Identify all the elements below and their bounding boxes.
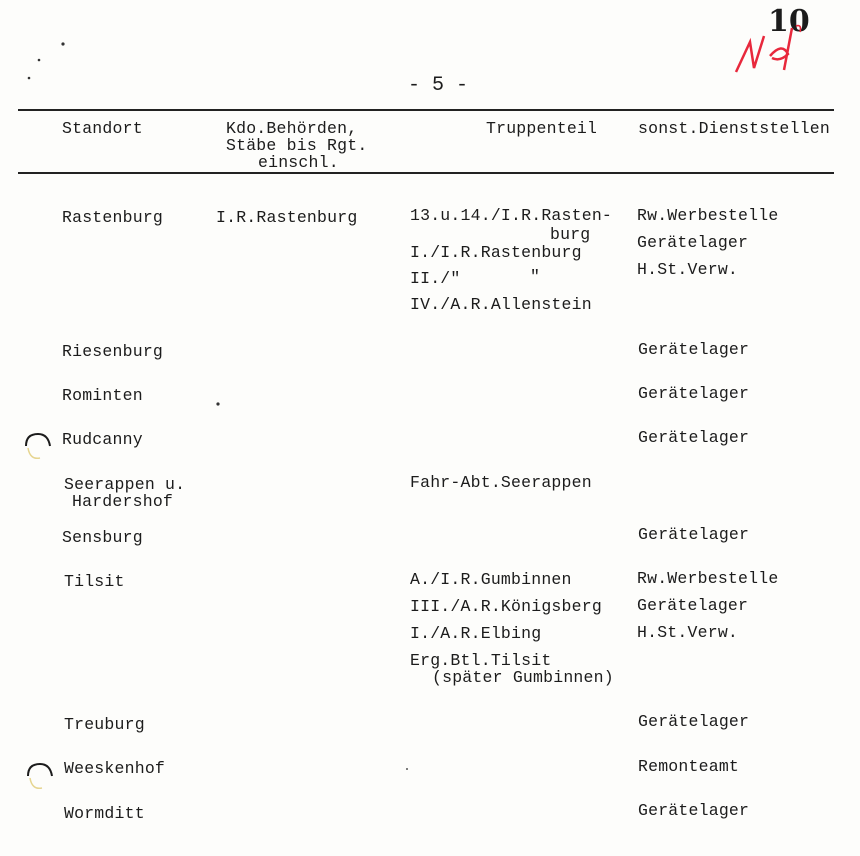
header-sonst-dienststellen: sonst.Dienststellen (638, 119, 830, 138)
row-sonst: Gerätelager (637, 233, 749, 252)
red-handwritten-mark (730, 22, 810, 80)
row-standort: Seerappen u. (64, 475, 186, 494)
row-standort: Treuburg (64, 715, 145, 734)
row-truppenteil: (später Gumbinnen) (432, 668, 614, 687)
paper-speck (404, 766, 410, 772)
row-standort: Wormditt (64, 804, 145, 823)
row-standort: Hardershof (72, 492, 174, 511)
row-sonst: Gerätelager (638, 428, 750, 447)
header-bottom-rule (18, 172, 834, 174)
row-sonst: Gerätelager (638, 712, 750, 731)
row-sonst: Rw.Werbestelle (637, 206, 779, 225)
punch-hole-mark (20, 426, 54, 466)
punch-hole-mark (22, 756, 56, 796)
row-standort: Weeskenhof (64, 759, 166, 778)
row-standort: Rudcanny (62, 430, 143, 449)
header-kdo-line1: Kdo.Behörden, (226, 119, 358, 138)
row-truppenteil: Fahr-Abt.Seerappen (410, 473, 592, 492)
row-truppenteil: burg (550, 225, 591, 244)
row-standort: Rastenburg (62, 208, 164, 227)
header-truppenteil: Truppenteil (486, 119, 598, 138)
header-kdo-line2: Stäbe bis Rgt. (226, 136, 368, 155)
row-sonst: H.St.Verw. (637, 260, 739, 279)
row-kdo: I.R.Rastenburg (216, 208, 358, 227)
row-standort: Tilsit (64, 572, 125, 591)
row-sonst: Gerätelager (638, 340, 750, 359)
row-standort: Sensburg (62, 528, 143, 547)
row-sonst: Rw.Werbestelle (637, 569, 779, 588)
archive-stamp-number: 10 (768, 4, 810, 39)
row-sonst: Gerätelager (638, 384, 750, 403)
row-truppenteil: Erg.Btl.Tilsit (410, 651, 552, 670)
row-sonst: Gerätelager (637, 596, 749, 615)
row-sonst: H.St.Verw. (637, 623, 739, 642)
row-sonst: Gerätelager (638, 801, 750, 820)
row-truppenteil: " (530, 267, 541, 286)
header-top-rule (18, 109, 834, 111)
header-kdo-line3: einschl. (258, 153, 339, 172)
row-sonst: Remonteamt (638, 757, 740, 776)
row-truppenteil: III./A.R.Königsberg (410, 597, 602, 616)
row-truppenteil: IV./A.R.Allenstein (410, 295, 592, 314)
row-truppenteil: A./I.R.Gumbinnen (410, 570, 572, 589)
row-truppenteil: 13.u.14./I.R.Rasten- (410, 206, 613, 225)
paper-speck (214, 400, 222, 408)
row-sonst: Gerätelager (638, 525, 750, 544)
ink-specks (25, 38, 75, 83)
row-standort: Riesenburg (62, 342, 164, 361)
row-truppenteil: II./" (410, 269, 461, 288)
page-number: - 5 - (408, 74, 469, 97)
header-standort: Standort (62, 119, 143, 138)
row-standort: Rominten (62, 386, 143, 405)
row-truppenteil: I./A.R.Elbing (410, 624, 542, 643)
row-truppenteil: I./I.R.Rastenburg (410, 243, 582, 262)
